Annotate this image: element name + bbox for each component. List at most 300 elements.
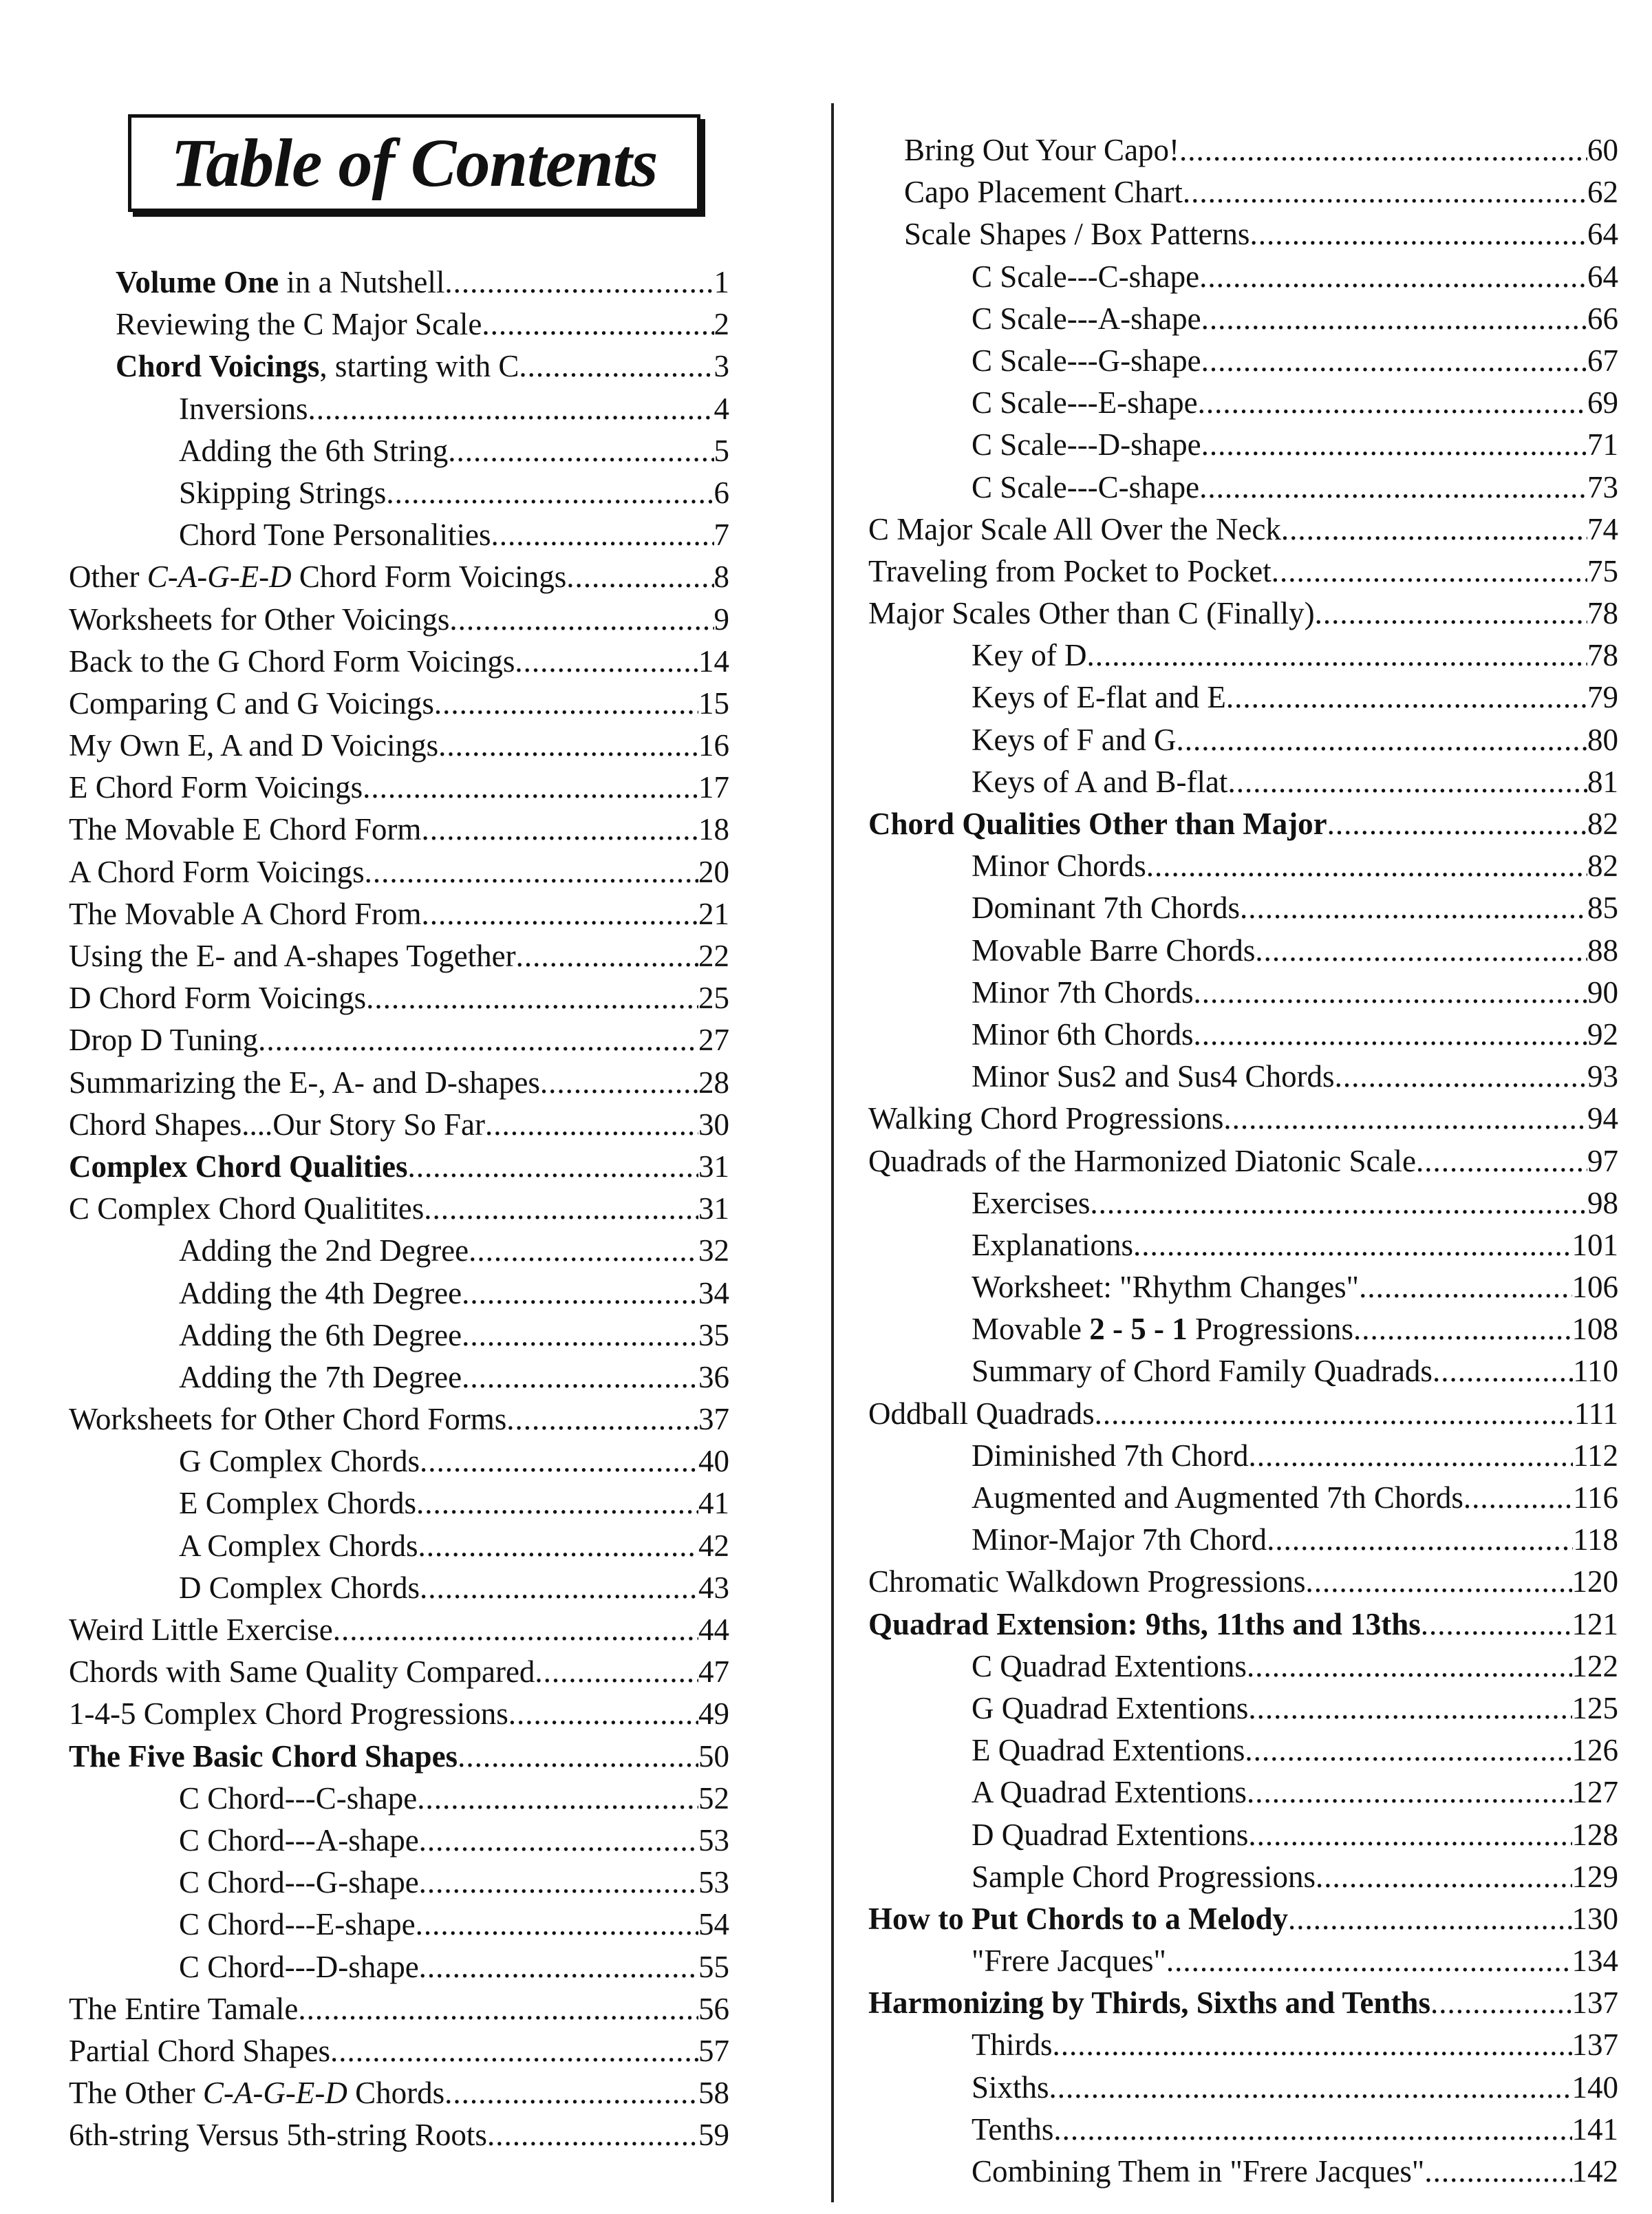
- dot-leader: [416, 1482, 698, 1524]
- dot-leader: [424, 1188, 698, 1230]
- toc-entry-title: Minor Chords: [972, 849, 1146, 884]
- toc-entry-title: C Quadrad Extentions: [972, 1648, 1247, 1683]
- dot-leader: [469, 1230, 698, 1272]
- toc-entry-page: 27: [698, 1023, 729, 1058]
- dot-leader: [1201, 424, 1587, 466]
- toc-entry-page: 126: [1571, 1733, 1618, 1768]
- toc-entry-page: 106: [1571, 1270, 1618, 1305]
- toc-entry-title: Inversions: [179, 391, 308, 426]
- toc-entry-title: D Complex Chords: [179, 1570, 420, 1605]
- toc-entry: [868, 593, 1618, 635]
- dot-leader: [1226, 677, 1587, 719]
- dot-leader: [1176, 719, 1587, 761]
- toc-entry-page: 118: [1573, 1522, 1618, 1557]
- toc-entry: [868, 171, 1618, 213]
- toc-entry-page: 22: [698, 939, 729, 973]
- toc-entry-title: C Chord---G-shape: [179, 1865, 419, 1900]
- toc-entry: [69, 599, 729, 641]
- toc-entry-title: [69, 556, 566, 598]
- toc-entry-title: Traveling from Pocket to Pocket: [868, 553, 1272, 588]
- toc-entry-title: E Chord Form Voicings: [69, 770, 363, 805]
- dot-leader: [308, 388, 714, 430]
- toc-entry-page: 128: [1571, 1817, 1618, 1852]
- toc-entry: [868, 467, 1618, 509]
- dot-leader: [1090, 1182, 1587, 1224]
- toc-entry: [69, 304, 729, 345]
- toc-entry-title: Comparing C and G Voicings: [69, 685, 434, 721]
- toc-entry: [868, 1814, 1618, 1856]
- toc-entry-title: Worksheets for Other Chord Forms: [69, 1402, 507, 1437]
- toc-entry: [868, 340, 1618, 382]
- toc-entry-page: 120: [1571, 1564, 1618, 1599]
- toc-entry-title: 6th-string Versus 5th-string Roots: [69, 2118, 487, 2153]
- dot-leader: [1327, 803, 1587, 845]
- toc-entry-page: 37: [698, 1402, 729, 1437]
- dot-leader: [1272, 551, 1587, 593]
- dot-leader: [1288, 1898, 1572, 1940]
- toc-entry-title: Dominant 7th Chords: [972, 891, 1240, 926]
- toc-entry-page: 20: [698, 854, 729, 889]
- toc-entry-page: 34: [698, 1275, 729, 1310]
- toc-entry-page: 66: [1587, 301, 1618, 336]
- toc-entry-page: 50: [698, 1738, 729, 1774]
- toc-entry-title: A Complex Chords: [179, 1528, 418, 1563]
- toc-entry: [868, 1688, 1618, 1729]
- toc-entry-page: 78: [1587, 596, 1618, 631]
- toc-entry-title-bold: Volume One: [116, 265, 279, 299]
- dot-leader: [462, 1273, 698, 1314]
- toc-entry: [868, 1604, 1618, 1646]
- dot-leader: [1146, 845, 1587, 887]
- toc-entry: [868, 1308, 1618, 1350]
- toc-entry-page: 55: [698, 1949, 729, 1984]
- toc-entry: [868, 256, 1618, 298]
- toc-entry-title: C Scale---G-shape: [972, 343, 1201, 378]
- toc-entry-page: 36: [698, 1359, 729, 1394]
- toc-entry-title: The Movable A Chord From: [69, 896, 422, 931]
- dot-leader: [1198, 382, 1587, 424]
- dot-leader: [416, 1904, 698, 1946]
- toc-entry-page: 129: [1571, 1859, 1618, 1894]
- toc-entry: [868, 1098, 1618, 1140]
- dot-leader: [258, 1019, 698, 1061]
- toc-entry-title: Scale Shapes / Box Patterns: [904, 217, 1250, 252]
- toc-entry-title: Adding the 6th String: [179, 433, 449, 468]
- toc-entry-page: 98: [1587, 1185, 1618, 1220]
- toc-entry-page: 44: [698, 1612, 729, 1647]
- dot-leader: [421, 809, 698, 851]
- toc-entry-page: 35: [698, 1317, 729, 1352]
- toc-entry: [868, 887, 1618, 929]
- toc-entry-page: 92: [1587, 1016, 1618, 1052]
- toc-entry-title: Explanations: [972, 1227, 1133, 1262]
- dot-leader: [462, 1356, 698, 1398]
- toc-entry: [69, 514, 729, 556]
- toc-entry-title: Keys of E-flat and E: [972, 680, 1226, 715]
- toc-entry-page: 4: [714, 391, 729, 426]
- toc-entry-title-bold: Chord Voicings: [116, 349, 320, 384]
- toc-entry: [69, 1019, 729, 1061]
- toc-entry-title: Exercises: [972, 1185, 1091, 1220]
- toc-entry-page: 81: [1587, 764, 1618, 799]
- dot-leader: [418, 1525, 698, 1567]
- toc-entry-page: 116: [1573, 1480, 1618, 1515]
- toc-entry-title: Worksheet: "Rhythm Changes": [972, 1270, 1360, 1305]
- dot-leader: [1281, 509, 1587, 551]
- dot-leader: [419, 1946, 698, 1988]
- title-box: [128, 114, 700, 212]
- toc-entry: [868, 509, 1618, 551]
- toc-entry: [69, 1988, 729, 2030]
- toc-entry-title: [972, 1308, 1353, 1350]
- toc-entry-page: 121: [1571, 1606, 1618, 1641]
- toc-entry-page: 90: [1587, 975, 1618, 1010]
- toc-entry-title: Chord Shapes....Our Story So Far: [69, 1107, 485, 1142]
- toc-entry: [69, 641, 729, 683]
- toc-entry-title: Drop D Tuning: [69, 1023, 259, 1058]
- toc-entry: [868, 1856, 1618, 1898]
- toc-entry-page: 140: [1571, 2069, 1618, 2105]
- toc-entry-title: C Chord---A-shape: [179, 1822, 419, 1858]
- toc-entry: [69, 1862, 729, 1904]
- dot-leader: [508, 1693, 698, 1735]
- toc-entry: [69, 1693, 729, 1735]
- dot-leader: [1248, 1814, 1571, 1856]
- toc-entry-page: 52: [698, 1780, 729, 1816]
- toc-entry-page: 57: [698, 2033, 729, 2068]
- toc-entry-page: 60: [1587, 133, 1618, 167]
- toc-entry: [69, 1567, 729, 1609]
- toc-entry: [69, 1146, 729, 1188]
- toc-entry-title: D Chord Form Voicings: [69, 981, 367, 1016]
- toc-entry: [69, 1314, 729, 1356]
- dot-leader: [491, 514, 714, 556]
- toc-entry: [69, 1104, 729, 1146]
- toc-entry-page: 82: [1587, 849, 1618, 884]
- toc-entry-title: "Frere Jacques": [972, 1944, 1166, 1979]
- dot-leader: [462, 1314, 698, 1356]
- dot-leader: [519, 345, 714, 387]
- toc-entry-title: Bring Out Your Capo!: [904, 133, 1180, 167]
- toc-entry: [868, 2109, 1618, 2151]
- toc-entry-title-post: Chord Form Voicings: [291, 560, 567, 595]
- toc-entry-title: Adding the 4th Degree: [179, 1275, 462, 1310]
- toc-entry-page: 28: [698, 1065, 729, 1100]
- toc-entry-title: Combining Them in "Frere Jacques": [972, 2154, 1425, 2189]
- toc-entry-title: The Entire Tamale: [69, 1991, 299, 2026]
- dot-leader: [420, 1567, 698, 1609]
- toc-entry-page: 53: [698, 1822, 729, 1858]
- toc-entry: [69, 767, 729, 809]
- toc-entry: [868, 635, 1618, 677]
- dot-leader: [487, 2114, 698, 2156]
- toc-entry-title: [69, 2072, 444, 2114]
- toc-entry-title: A Chord Form Voicings: [69, 854, 365, 889]
- dot-leader: [449, 599, 714, 641]
- toc-entry: [868, 1771, 1618, 1813]
- toc-entry: [69, 2030, 729, 2072]
- toc-entry-title: Skipping Strings: [179, 475, 387, 510]
- toc-entry-page: 16: [698, 728, 729, 763]
- toc-entry-title-pre: Movable: [972, 1312, 1090, 1347]
- toc-entry: [69, 1525, 729, 1567]
- toc-entry: [868, 1477, 1618, 1519]
- toc-entry-title: A Quadrad Extentions: [972, 1775, 1247, 1810]
- toc-entry-page: 15: [698, 685, 729, 721]
- dot-leader: [1179, 129, 1587, 171]
- toc-entry-title: Diminished 7th Chord: [972, 1438, 1249, 1473]
- toc-entry-page: 64: [1587, 217, 1618, 252]
- toc-entry: [69, 1778, 729, 1820]
- dot-leader: [1194, 972, 1587, 1014]
- toc-entry-page: 6: [714, 475, 729, 510]
- toc-entry-page: 56: [698, 1991, 729, 2026]
- dot-leader: [506, 1398, 698, 1440]
- toc-entry-page: 112: [1573, 1438, 1618, 1473]
- toc-entry: [868, 1266, 1618, 1308]
- toc-entry-title: [116, 262, 444, 304]
- toc-entry-page: 2: [714, 307, 729, 342]
- dot-leader: [298, 1988, 698, 2030]
- dot-leader: [1463, 1477, 1573, 1519]
- page-title: Table of Contents: [171, 125, 658, 201]
- toc-entry-title: Summarizing the E-, A- and D-shapes: [69, 1065, 540, 1100]
- toc-entry-title-post: in a Nutshell: [279, 265, 445, 299]
- toc-entry-page: 108: [1571, 1312, 1618, 1347]
- toc-entry-page: 93: [1587, 1059, 1618, 1094]
- dot-leader: [1424, 2151, 1571, 2193]
- dot-leader: [516, 935, 698, 977]
- toc-entry-title: Thirds: [972, 2027, 1053, 2063]
- toc-entry: [69, 1062, 729, 1104]
- toc-entry: [69, 683, 729, 725]
- toc-entry: [868, 803, 1618, 845]
- toc-entry: [69, 1482, 729, 1524]
- toc-entry: [868, 1646, 1618, 1688]
- dot-leader: [1315, 593, 1587, 635]
- toc-entry-page: 101: [1571, 1227, 1618, 1262]
- toc-entry-title: Minor Sus2 and Sus4 Chords: [972, 1059, 1335, 1094]
- toc-entry-page: 127: [1571, 1775, 1618, 1810]
- toc-entry: [868, 2024, 1618, 2066]
- toc-entry-title: Oddball Quadrads: [868, 1396, 1095, 1431]
- dot-leader: [408, 1146, 698, 1188]
- toc-entry-page: 17: [698, 770, 729, 805]
- toc-entry-title: C Scale---D-shape: [972, 427, 1201, 462]
- toc-entry-title: Back to the G Chord Form Voicings: [69, 643, 515, 679]
- toc-entry-page: 8: [714, 560, 729, 595]
- toc-entry-page: 5: [714, 433, 729, 468]
- toc-entry: [69, 851, 729, 893]
- toc-entry-title: The Movable E Chord Form: [69, 812, 422, 847]
- dot-leader: [1249, 1435, 1574, 1477]
- toc-entry-title-italic: C-A-G-E-D: [202, 2076, 347, 2111]
- toc-entry-page: 141: [1571, 2111, 1618, 2147]
- toc-entry-page: 21: [698, 896, 729, 931]
- toc-entry-title: Walking Chord Progressions: [868, 1101, 1224, 1136]
- dot-leader: [444, 2072, 698, 2114]
- dot-leader: [515, 641, 698, 683]
- toc-entry-title: Reviewing the C Major Scale: [116, 307, 482, 342]
- toc-entry-title: [116, 345, 519, 387]
- dot-leader: [485, 1104, 698, 1146]
- toc-entry-page: 30: [698, 1107, 729, 1142]
- toc-entry: [868, 1561, 1618, 1603]
- toc-entry-page: 25: [698, 981, 729, 1016]
- dot-leader: [1245, 1729, 1571, 1771]
- dot-leader: [1430, 1982, 1572, 2024]
- toc-entry-title-italic: C-A-G-E-D: [147, 560, 292, 595]
- toc-entry: [868, 761, 1618, 803]
- dot-leader: [1133, 1224, 1572, 1266]
- toc-entry-title: Chromatic Walkdown Progressions: [868, 1564, 1306, 1599]
- toc-entry-title: C Scale---C-shape: [972, 469, 1200, 504]
- dot-leader: [1306, 1561, 1572, 1603]
- toc-entry-page: 53: [698, 1865, 729, 1900]
- toc-entry-title-post: , starting with C: [319, 349, 519, 384]
- dot-leader: [448, 430, 714, 472]
- dot-leader: [535, 1651, 698, 1693]
- dot-leader: [434, 683, 698, 725]
- toc-entry-title: My Own E, A and D Voicings: [69, 728, 439, 763]
- toc-entry-page: 49: [698, 1696, 729, 1732]
- toc-entry: [868, 424, 1618, 466]
- dot-leader: [419, 1820, 698, 1862]
- toc-entry: [69, 2072, 729, 2114]
- dot-leader: [1316, 1856, 1572, 1898]
- dot-leader: [1255, 930, 1587, 972]
- dot-leader: [1053, 2024, 1572, 2066]
- toc-entry: [69, 977, 729, 1019]
- dot-leader: [1095, 1393, 1574, 1435]
- toc-entry-title: Weird Little Exercise: [69, 1612, 333, 1647]
- toc-entry: [868, 1350, 1618, 1392]
- toc-entry-title-pre: The Other: [69, 2076, 203, 2111]
- dot-leader: [365, 851, 698, 893]
- toc-entry-title: C Scale---A-shape: [972, 301, 1201, 336]
- dot-leader: [1353, 1308, 1572, 1350]
- toc-entry: [868, 1224, 1618, 1266]
- toc-entry-title: C Major Scale All Over the Neck: [868, 511, 1281, 546]
- toc-entry: [868, 677, 1618, 719]
- toc-entry-title: Minor-Major 7th Chord: [972, 1522, 1267, 1557]
- dot-leader: [363, 767, 698, 809]
- toc-entry-title: Chords with Same Quality Compared: [69, 1654, 535, 1690]
- toc-entry-page: 54: [698, 1907, 729, 1942]
- toc-entry: [69, 1609, 729, 1651]
- toc-entry: [868, 382, 1618, 424]
- toc-entry: [868, 2151, 1618, 2193]
- toc-entry-title: How to Put Chords to a Melody: [868, 1901, 1288, 1936]
- toc-entry-page: 71: [1587, 427, 1618, 462]
- toc-entry: [868, 1435, 1618, 1477]
- toc-entry-title: Using the E- and A-shapes Together: [69, 939, 516, 973]
- toc-entry-title: Chord Qualities Other than Major: [868, 807, 1327, 841]
- toc-entry: [868, 1014, 1618, 1056]
- toc-entry-title: Quadrad Extension: 9ths, 11ths and 13ths: [868, 1606, 1421, 1641]
- toc-entry-title: Complex Chord Qualities: [69, 1149, 408, 1184]
- toc-entry: [868, 1140, 1618, 1182]
- toc-entry-title: Summary of Chord Family Quadrads: [972, 1354, 1433, 1389]
- toc-entry: [69, 1273, 729, 1314]
- dot-leader: [366, 977, 698, 1019]
- toc-entry-page: 74: [1587, 511, 1618, 546]
- dot-leader: [1201, 298, 1587, 340]
- dot-leader: [540, 1062, 698, 1104]
- dot-leader: [1194, 1014, 1587, 1056]
- toc-entry-page: 88: [1587, 933, 1618, 968]
- toc-entry-page: 137: [1571, 2027, 1618, 2063]
- toc-entry-title: Harmonizing by Thirds, Sixths and Tenths: [868, 1986, 1430, 2021]
- toc-entry-page: 3: [714, 349, 729, 384]
- dot-leader: [1359, 1266, 1571, 1308]
- toc-entry-title: Adding the 6th Degree: [179, 1317, 462, 1352]
- dot-leader: [1433, 1350, 1573, 1392]
- dot-leader: [1183, 171, 1587, 213]
- toc-entry-title: C Scale---E-shape: [972, 385, 1198, 421]
- toc-entry: [868, 1519, 1618, 1561]
- toc-entry: [69, 430, 729, 472]
- dot-leader: [1201, 340, 1587, 382]
- toc-entry-title: Major Scales Other than C (Finally): [868, 596, 1315, 631]
- toc-entry-page: 42: [698, 1528, 729, 1563]
- toc-entry: [69, 935, 729, 977]
- dot-leader: [1053, 2109, 1571, 2151]
- toc-entry-title: E Complex Chords: [179, 1486, 416, 1521]
- toc-entry-page: 94: [1587, 1101, 1618, 1136]
- toc-entry: [69, 1651, 729, 1693]
- toc-entry-page: 85: [1587, 891, 1618, 926]
- toc-entry-title: Keys of A and B-flat: [972, 764, 1228, 799]
- toc-entry-title-pre: Other: [69, 560, 147, 595]
- toc-entry-page: 62: [1587, 175, 1618, 210]
- dot-leader: [1335, 1056, 1587, 1098]
- toc-entry-page: 130: [1571, 1901, 1618, 1936]
- toc-entry: [868, 129, 1618, 171]
- toc-entry-title: Quadrads of the Harmonized Diatonic Scale: [868, 1143, 1416, 1178]
- dot-leader: [1199, 256, 1587, 298]
- toc-entry-page: 78: [1587, 638, 1618, 673]
- toc-entry: [69, 1440, 729, 1482]
- toc-entry-page: 125: [1571, 1690, 1618, 1725]
- toc-entry-page: 82: [1587, 807, 1618, 841]
- toc-entry: [868, 1940, 1618, 1982]
- dot-leader: [1421, 1604, 1572, 1646]
- toc-entry: [69, 809, 729, 851]
- toc-entry: [868, 298, 1618, 340]
- toc-entry: [868, 1982, 1618, 2024]
- toc-entry: [868, 1182, 1618, 1224]
- column-divider: [831, 103, 834, 2202]
- toc-entry: [69, 1736, 729, 1778]
- toc-entry-page: 32: [698, 1233, 729, 1268]
- dot-leader: [421, 893, 698, 935]
- toc-entry: [69, 388, 729, 430]
- toc-entry: [69, 1188, 729, 1230]
- toc-entry: [868, 845, 1618, 887]
- toc-entry-page: 110: [1573, 1354, 1618, 1389]
- toc-entry-title: 1-4-5 Complex Chord Progressions: [69, 1696, 508, 1732]
- toc-entry-title: Minor 6th Chords: [972, 1016, 1194, 1052]
- dot-leader: [1199, 467, 1587, 509]
- dot-leader: [438, 725, 698, 767]
- toc-entry-title: C Complex Chord Qualitites: [69, 1191, 425, 1226]
- toc-entry-page: 122: [1571, 1648, 1618, 1683]
- toc-entry-title: C Chord---E-shape: [179, 1907, 416, 1942]
- toc-entry-page: 58: [698, 2076, 729, 2111]
- toc-entry-title: G Complex Chords: [179, 1444, 420, 1479]
- toc-entry-title: Augmented and Augmented 7th Chords: [972, 1480, 1463, 1515]
